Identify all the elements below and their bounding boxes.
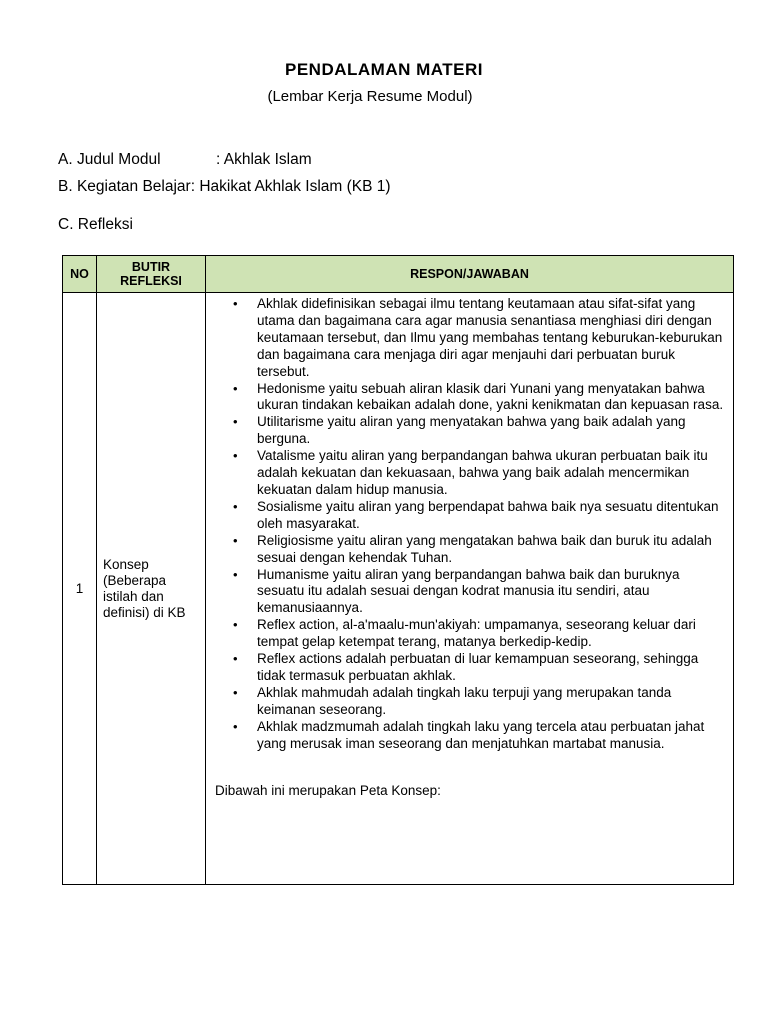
list-item: • Humanisme yaitu aliran yang berpandangan bahwa baik dan buruknya sesuatu itu adalah sesuai dengan kodrat manusia itu sendiri, atau kemanusiaannya. — [257, 567, 725, 618]
row-number: 1 — [63, 293, 97, 885]
peta-konsep-text: Dibawah ini merupakan Peta Konsep: — [215, 783, 441, 799]
kegiatan-belajar-value: : Hakikat Akhlak Islam (KB 1) — [190, 178, 391, 195]
judul-modul-label: A. Judul Modul — [58, 151, 161, 168]
judul-modul-value: : Akhlak Islam — [216, 151, 312, 168]
refleksi-heading: C. Refleksi — [58, 216, 133, 233]
kegiatan-belajar-label: B. Kegiatan Belajar — [58, 178, 191, 195]
table-row — [63, 293, 734, 885]
header-butir-refleksi — [97, 256, 206, 293]
kegiatan-belajar-line — [58, 178, 391, 196]
list-item: • Akhlak didefinisikan sebagai ilmu tentang keutamaan atau sifat-sifat yang utama dan bagaimana cara agar manusia senantiasa menghiasi diri dengan keutamaan tersebut, dan Ilmu yang membahas tentang keburukan-keburukan dan bagaimana cara menjaga diri agar menjauhi dari perbuatan buruk tersebut. — [257, 296, 725, 381]
header-no: NO — [63, 256, 97, 293]
list-item: • Akhlak madzmumah adalah tingkah laku yang tercela atau perbuatan jahat yang merusak iman seseorang dan menjatuhkan martabat manusia. — [257, 719, 725, 753]
refleksi-table — [62, 255, 734, 885]
respon-list — [206, 296, 725, 752]
table-header-row — [63, 256, 734, 293]
list-item: • Reflex action, al-a'maalu-mun'akiyah: umpamanya, seseorang keluar dari tempat gelap ketempat terang, matanya berkedip-kedip. — [257, 617, 725, 651]
header-butir-refleksi-text: BUTIR REFLEKSI — [120, 260, 182, 288]
butir-refleksi-cell: Konsep (Beberapa istilah dan definisi) di KB — [97, 293, 206, 885]
respon-jawaban-cell — [206, 293, 734, 885]
judul-modul-line — [58, 151, 312, 169]
page-title: PENDALAMAN MATERI — [284, 60, 483, 79]
list-item: • Utilitarisme yaitu aliran yang menyatakan bahwa yang baik adalah yang berguna. — [257, 414, 725, 448]
list-item: • Religiosisme yaitu aliran yang mengatakan bahwa baik dan buruk itu adalah sesuai dengan kehendak Tuhan. — [257, 533, 725, 567]
list-item: • Sosialisme yaitu aliran yang berpendapat bahwa baik nya sesuatu ditentukan oleh masyarakat. — [257, 499, 725, 533]
list-item: • Vatalisme yaitu aliran yang berpandangan bahwa ukuran perbuatan baik itu adalah kekuatan dan kekuasaan, bahwa yang baik adalah mencermikan kekuatan dalam hidup manusia. — [257, 448, 725, 499]
list-item: • Hedonisme yaitu sebuah aliran klasik dari Yunani yang menyatakan bahwa ukuran tindakan kebaikan adalah done, yakni kenikmatan dan kepuasan rasa. — [257, 381, 725, 415]
list-item: • Akhlak mahmudah adalah tingkah laku terpuji yang merupakan tanda keimanan seseorang. — [257, 685, 725, 719]
page-subtitle: (Lembar Kerja Resume Modul) — [267, 88, 473, 105]
header-respon-jawaban: RESPON/JAWABAN — [206, 256, 734, 293]
list-item: • Reflex actions adalah perbuatan di luar kemampuan seseorang, sehingga tidak termasuk perbuatan akhlak. — [257, 651, 725, 685]
